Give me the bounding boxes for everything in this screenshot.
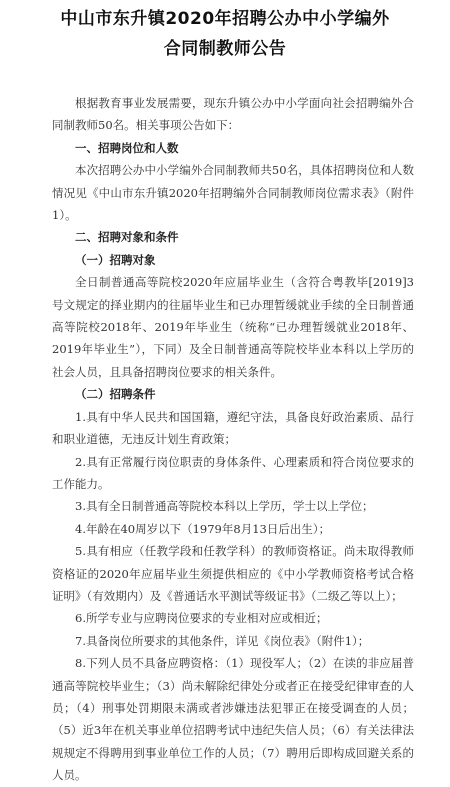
section-heading-positions: 一、招聘岗位和人数 [75, 140, 179, 155]
page-title-line-2: 合同制教师公告 [163, 39, 287, 59]
condition-item: 2.具有正常履行岗位职责的身体条件、心理素质和符合岗位要求的工作能力。 [52, 454, 414, 491]
announcement-body [52, 92, 414, 787]
page-title-line-1: 中山市东升镇2020年招聘公办中小学编外 [60, 9, 390, 29]
subsection-heading-targets: （一）招聘对象 [75, 252, 156, 267]
condition-item: 8.下列人员不具备应聘资格：（1）现役军人；（2）在读的非应届普通高等院校毕业生；（3）尚未解除纪律处分或者正在接受纪律审查的人员；（4）刑事处罚期限未满或者涉嫌违法犯罪正在接受调查的人员；（5）近3年在机关事业单位招聘考试中违纪失信人员；（6）有关法律法规规定不得聘用到事业单位工作的人员；（7）聘用后即构成回避关系的人员。 [52, 656, 414, 783]
subsection-heading-conditions: （二）招聘条件 [75, 387, 156, 402]
condition-item: 1.具有中华人民共和国国籍，遵纪守法，具备良好政治素质、品行和职业道德，无违反计划生育政策； [52, 409, 414, 447]
intro-paragraph: 根据教育事业发展需要，现东升镇公办中小学面向社会招聘编外合同制教师50名。相关事项公告如下： [52, 96, 414, 133]
condition-item: 5.具有相应（任教学段和任教学科）的教师资格证。尚未取得教师资格证的2020年应届毕业生须提供相应的《中小学教师资格考试合格证明》（有效期内）及《普通话水平测试等级证书》（二级乙等以上）； [52, 544, 414, 603]
condition-item: 3.具有全日制普通高等院校本科以上学历，学士以上学位； [75, 499, 374, 514]
section-heading-targets-conditions: 二、招聘对象和条件 [75, 230, 179, 245]
condition-item: 4.年龄在40周岁以下（1979年8月13日后出生）； [75, 521, 331, 536]
condition-item: 6.所学专业与应聘岗位要求的专业相对应或相近； [75, 611, 328, 626]
condition-item: 7.具备岗位所要求的其他条件，详见《岗位表》（附件1）； [75, 633, 370, 648]
targets-paragraph: 全日制普通高等院校2020年应届毕业生（含符合粤教毕[2019]3号文规定的择业期内的往届毕业生和已办理暂缓就业手续的全日制普通高等院校2018年、2019年毕业生（统称“已办理暂缓就业2018年、2019年毕业生”），下同）及全日制普通高等院校毕业本科以上学历的社会人员，且具备招聘岗位要求的相关条件。 [52, 275, 414, 379]
positions-paragraph: 本次招聘公办中小学编外合同制教师共50名，具体招聘岗位和人数情况见《中山市东升镇2020年招聘编外合同制教师岗位需求表》（附件1）。 [52, 163, 414, 223]
